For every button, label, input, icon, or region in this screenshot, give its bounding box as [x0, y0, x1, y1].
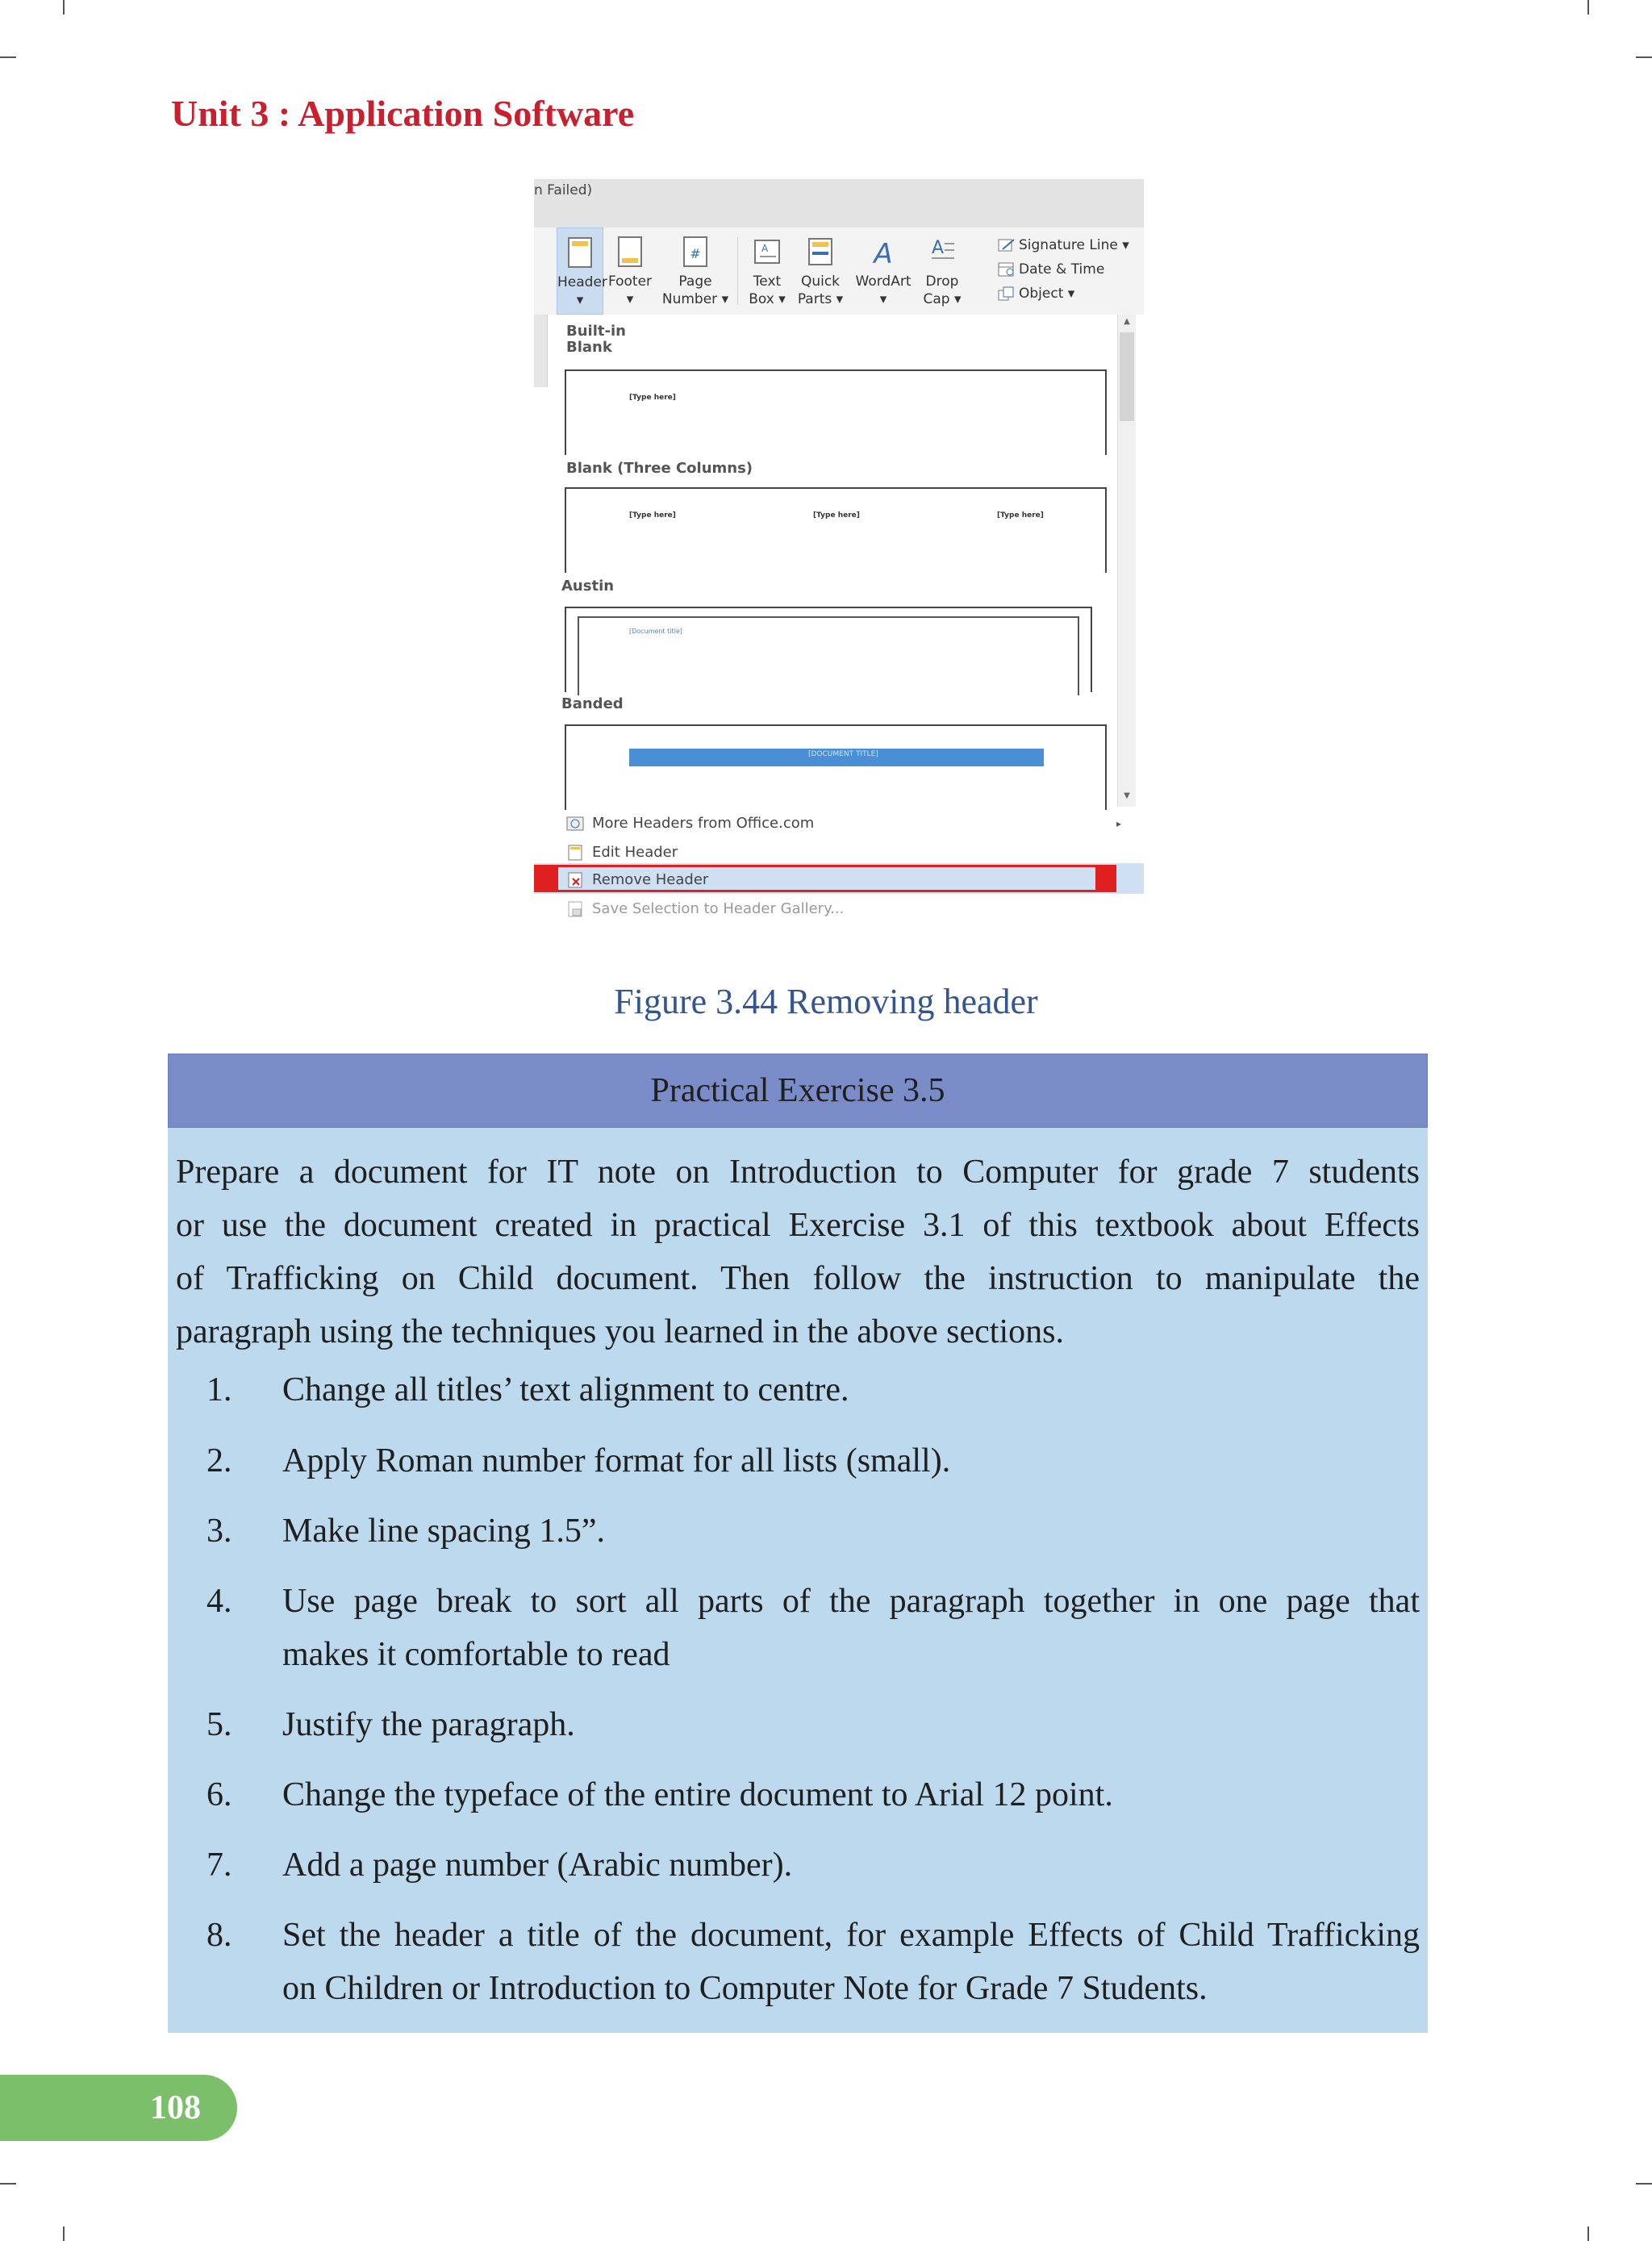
crop-mark [1636, 56, 1652, 58]
item-text: Add a page number (Arabic number). [282, 1847, 793, 1884]
save-to-gallery-icon [566, 901, 584, 917]
text-box-button[interactable] [742, 227, 792, 315]
object-button[interactable] [998, 286, 1074, 302]
page-number: 108 [150, 2089, 201, 2126]
quick-parts-label-2: Parts ▾ [797, 291, 844, 307]
intro-line: of Trafficking on Child document. Then follow the instruction to manipulate the [176, 1260, 1420, 1297]
svg-text:#: # [690, 246, 701, 261]
drop-cap-label: Drop [925, 273, 959, 290]
page-number-icon [682, 236, 709, 268]
item-text: Use page break to sort all parts of the paragraph together in one page that [282, 1583, 1420, 1620]
item-text: Change the typeface of the entire document to Arial 12 point. [282, 1776, 1113, 1813]
svg-text:A: A [761, 243, 769, 254]
item-number: 4. [206, 1583, 232, 1620]
gallery-item-banded[interactable] [565, 724, 1107, 810]
window-title: n Failed) [534, 182, 593, 198]
remove-header-icon [566, 872, 584, 888]
text-box-icon [753, 236, 781, 268]
wordart-label-2: ▾ [879, 291, 887, 307]
signature-line-icon [998, 238, 1016, 252]
crop-mark [0, 56, 16, 58]
signature-line-button[interactable] [998, 237, 1129, 253]
edit-header-icon [566, 845, 584, 861]
header-button-label: Header [557, 274, 607, 290]
text-box-label: Text [753, 273, 782, 290]
item-number: 6. [206, 1776, 232, 1813]
drop-cap-button[interactable] [920, 227, 965, 315]
gallery-item-austin-name: Austin [561, 578, 615, 595]
menu-item-edit-header[interactable] [566, 844, 678, 861]
exercise-title: Practical Exercise 3.5 [168, 1054, 1428, 1128]
scroll-down-icon[interactable]: ▼ [1124, 791, 1130, 800]
gallery-item-blank-three-name: Blank (Three Columns) [566, 460, 753, 477]
placeholder-text: [Type here] [997, 511, 1044, 520]
header-button[interactable] [557, 227, 607, 315]
submenu-arrow-icon: ▸ [1116, 818, 1122, 829]
header-icon [566, 236, 594, 269]
item-text: Make line spacing 1.5”. [282, 1513, 606, 1550]
wordart-label: WordArt [855, 273, 912, 290]
footer-button[interactable] [605, 227, 655, 315]
gallery-left-edge [534, 315, 548, 387]
svg-text:A: A [932, 238, 945, 258]
gallery-item-blank-name: Blank [566, 339, 612, 356]
intro-line: paragraph using the techniques you learned in the above sections. [176, 1313, 1064, 1350]
quick-parts-label: Quick [800, 273, 841, 290]
window-titlebar [534, 179, 1144, 227]
crop-mark [63, 2226, 65, 2241]
item-text: makes it comfortable to read [282, 1636, 670, 1673]
placeholder-text: [DOCUMENT TITLE] [808, 750, 878, 758]
svg-text:A: A [874, 238, 893, 268]
calendar-icon [998, 262, 1016, 277]
exercise-intro [176, 1146, 1420, 1358]
header-button-arrow: ▾ [576, 292, 584, 308]
scroll-thumb[interactable] [1120, 332, 1134, 421]
wordart-button[interactable] [849, 227, 918, 315]
gallery-section-builtin: Built-in [566, 323, 626, 340]
drop-cap-label-2: Cap ▾ [923, 291, 962, 307]
object-label: Object ▾ [1019, 286, 1075, 302]
scroll-up-icon[interactable]: ▲ [1124, 317, 1130, 326]
footer-button-label: Footer [607, 273, 653, 290]
insert-ribbon [534, 227, 1144, 315]
quick-parts-icon [807, 236, 834, 268]
object-icon [998, 286, 1016, 301]
page-number-button[interactable] [657, 227, 734, 315]
crop-mark [1587, 2226, 1589, 2241]
gallery-item-banded-name: Banded [561, 695, 624, 712]
footer-icon [616, 236, 644, 268]
menu-item-save-selection[interactable] [566, 900, 844, 917]
ribbon-separator [737, 237, 738, 305]
exercise-body [168, 1128, 1428, 2033]
office-web-icon [566, 816, 584, 832]
quick-parts-button[interactable] [794, 227, 847, 315]
placeholder-text: [Document title] [629, 628, 682, 635]
intro-line: or use the document created in practical Exercise 3.1 of this textbook about Effects [176, 1207, 1420, 1244]
text-box-label-2: Box ▾ [749, 291, 786, 307]
date-time-button[interactable] [998, 261, 1104, 278]
intro-line: Prepare a document for IT note on Introduction to Computer for grade 7 students [176, 1154, 1420, 1191]
item-text: Apply Roman number format for all lists (small). [282, 1442, 951, 1479]
placeholder-text: [Type here] [629, 511, 676, 520]
placeholder-text: [Type here] [629, 394, 676, 402]
menu-item-label: Edit Header [592, 844, 678, 861]
crop-mark [1636, 2183, 1652, 2185]
crop-mark [1587, 0, 1589, 15]
page-number-tab [0, 2075, 237, 2141]
item-text: Justify the paragraph. [282, 1706, 575, 1743]
placeholder-text: [Type here] [813, 511, 860, 520]
footer-button-arrow: ▾ [626, 291, 634, 307]
item-number: 5. [206, 1706, 232, 1743]
wordart-icon [870, 236, 897, 268]
screenshot-figure [534, 179, 1144, 929]
menu-item-remove-header[interactable] [566, 871, 708, 888]
item-text: Change all titles’ text alignment to centre. [282, 1371, 849, 1408]
crop-mark [0, 2183, 16, 2185]
page-number-button-label: Page [678, 273, 712, 290]
item-text: on Children or Introduction to Computer Note for Grade 7 Students. [282, 1970, 1208, 2007]
header-gallery [534, 315, 1144, 799]
gallery-item-blank-three[interactable] [565, 487, 1107, 573]
date-time-label: Date & Time [1019, 261, 1105, 278]
menu-item-more-headers[interactable] [566, 815, 814, 832]
item-number: 3. [206, 1513, 232, 1550]
item-text: Set the header a title of the document, for example Effects of Child Trafficking [282, 1917, 1420, 1954]
signature-line-label: Signature Line ▾ [1019, 237, 1129, 253]
menu-item-label: Save Selection to Header Gallery... [592, 900, 845, 917]
drop-cap-icon [928, 236, 956, 268]
menu-item-label: More Headers from Office.com [592, 815, 815, 832]
menu-item-label: Remove Header [592, 871, 709, 888]
gallery-scrollbar[interactable] [1117, 315, 1136, 807]
gallery-item-austin[interactable] [565, 607, 1092, 692]
item-number: 8. [206, 1917, 232, 1954]
crop-mark [63, 0, 65, 15]
figure-caption: Figure 3.44 Removing header [614, 982, 1038, 1021]
item-number: 2. [206, 1442, 232, 1479]
item-number: 7. [206, 1847, 232, 1884]
page-number-button-label-2: Number ▾ [661, 291, 729, 307]
gallery-item-blank[interactable] [565, 369, 1107, 455]
unit-title: Unit 3 : Application Software [171, 93, 635, 134]
item-number: 1. [206, 1371, 232, 1408]
